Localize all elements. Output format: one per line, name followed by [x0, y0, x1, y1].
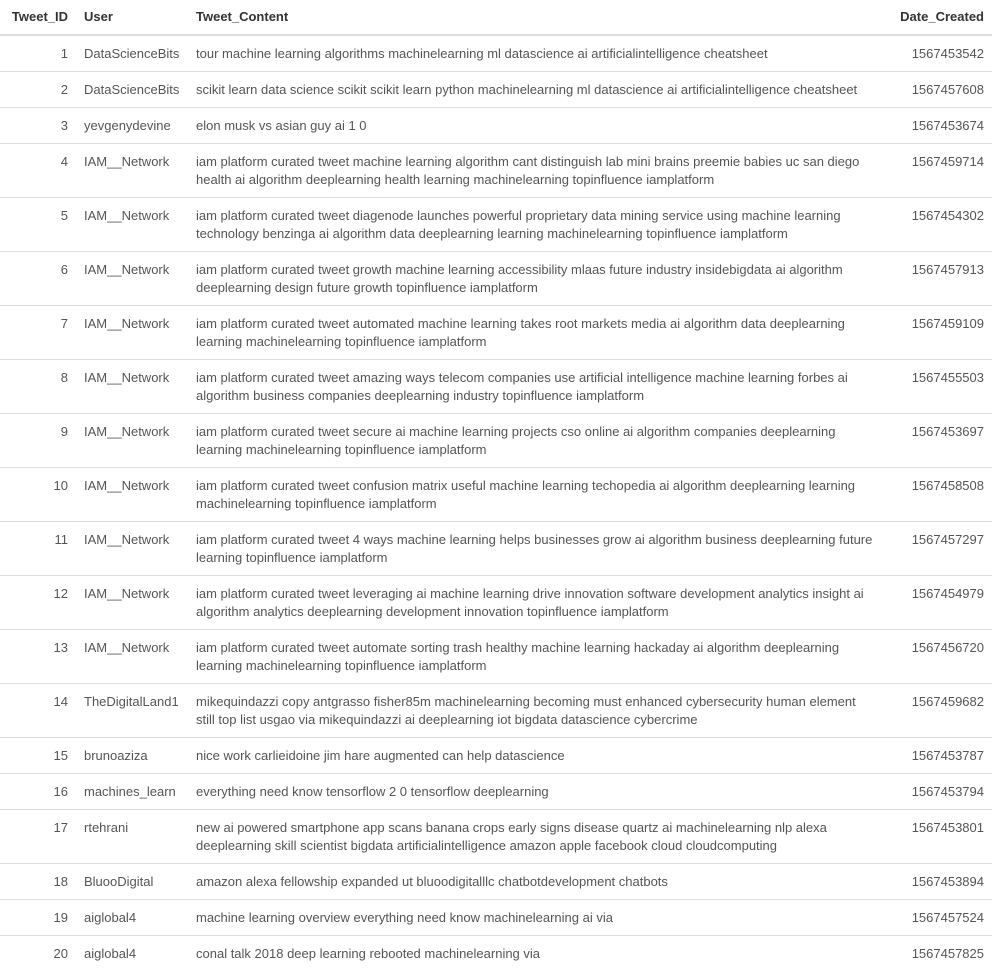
cell-tweet-id: 1	[0, 35, 76, 72]
cell-tweet-id: 18	[0, 864, 76, 900]
cell-user: IAM__Network	[76, 468, 188, 522]
cell-user: IAM__Network	[76, 198, 188, 252]
cell-tweet-id: 11	[0, 522, 76, 576]
table-row	[0, 738, 992, 774]
table-row	[0, 774, 992, 810]
table-row	[0, 144, 992, 198]
cell-date-created: 1567453697	[884, 414, 992, 468]
cell-date-created: 1567457913	[884, 252, 992, 306]
cell-date-created: 1567453794	[884, 774, 992, 810]
cell-date-created: 1567453542	[884, 35, 992, 72]
cell-tweet-content: tour machine learning algorithms machinelearning ml datascience ai artificialintelligence cheatsheet	[188, 35, 884, 72]
header-date-created[interactable]: Date_Created	[884, 0, 992, 35]
cell-tweet-content: iam platform curated tweet diagenode launches powerful proprietary data mining service using machine learning technology benzinga ai algorithm data deeplearning learning machinelearning topinfluence iamplatform	[188, 198, 884, 252]
cell-date-created: 1567456720	[884, 630, 992, 684]
cell-tweet-content: scikit learn data science scikit scikit learn python machinelearning ml datascience ai artificialintelligence cheatsheet	[188, 72, 884, 108]
cell-date-created: 1567455503	[884, 360, 992, 414]
table-row	[0, 72, 992, 108]
cell-date-created: 1567454302	[884, 198, 992, 252]
cell-user: IAM__Network	[76, 306, 188, 360]
cell-tweet-content: new ai powered smartphone app scans banana crops early signs disease quartz ai machinelearning nlp alexa deeplearning skill scientist bigdata artificialintelligence amazon apple facebook cloud cloudcomputing	[188, 810, 884, 864]
cell-tweet-id: 16	[0, 774, 76, 810]
cell-user: yevgenydevine	[76, 108, 188, 144]
header-tweet-id[interactable]: Tweet_ID	[0, 0, 76, 35]
cell-tweet-id: 9	[0, 414, 76, 468]
table-row	[0, 810, 992, 864]
cell-tweet-content: conal talk 2018 deep learning rebooted machinelearning via	[188, 936, 884, 971]
cell-tweet-id: 17	[0, 810, 76, 864]
cell-date-created: 1567459109	[884, 306, 992, 360]
cell-date-created: 1567453674	[884, 108, 992, 144]
cell-date-created: 1567453894	[884, 864, 992, 900]
cell-user: aiglobal4	[76, 936, 188, 971]
cell-tweet-content: iam platform curated tweet confusion matrix useful machine learning techopedia ai algorithm deeplearning learning machinelearning topinfluence iamplatform	[188, 468, 884, 522]
table-row	[0, 522, 992, 576]
cell-tweet-content: iam platform curated tweet growth machine learning accessibility mlaas future industry insidebigdata ai algorithm deeplearning design future growth topinfluence iamplatform	[188, 252, 884, 306]
cell-user: BluooDigital	[76, 864, 188, 900]
table-row	[0, 684, 992, 738]
cell-user: DataScienceBits	[76, 35, 188, 72]
cell-tweet-id: 14	[0, 684, 76, 738]
cell-user: IAM__Network	[76, 630, 188, 684]
table-row	[0, 468, 992, 522]
table-row	[0, 864, 992, 900]
cell-date-created: 1567457825	[884, 936, 992, 971]
cell-tweet-content: iam platform curated tweet automated machine learning takes root markets media ai algorithm data deeplearning learning machinelearning topinfluence iamplatform	[188, 306, 884, 360]
cell-user: brunoaziza	[76, 738, 188, 774]
table-row	[0, 900, 992, 936]
cell-date-created: 1567459682	[884, 684, 992, 738]
cell-date-created: 1567457524	[884, 900, 992, 936]
table-row	[0, 35, 992, 72]
cell-tweet-content: iam platform curated tweet automate sorting trash healthy machine learning hackaday ai algorithm deeplearning learning machinelearning topinfluence iamplatform	[188, 630, 884, 684]
header-user[interactable]: User	[76, 0, 188, 35]
cell-tweet-content: iam platform curated tweet 4 ways machine learning helps businesses grow ai algorithm business deeplearning future learning topinfluence iamplatform	[188, 522, 884, 576]
cell-tweet-content: iam platform curated tweet amazing ways telecom companies use artificial intelligence machine learning forbes ai algorithm business companies deeplearning industry topinfluence iamplatform	[188, 360, 884, 414]
cell-user: TheDigitalLand1	[76, 684, 188, 738]
table-header	[0, 0, 992, 35]
cell-date-created: 1567459714	[884, 144, 992, 198]
table-row	[0, 252, 992, 306]
cell-tweet-id: 7	[0, 306, 76, 360]
cell-tweet-id: 8	[0, 360, 76, 414]
cell-tweet-id: 15	[0, 738, 76, 774]
table-row	[0, 198, 992, 252]
cell-tweet-id: 5	[0, 198, 76, 252]
cell-tweet-content: nice work carlieidoine jim hare augmented can help datascience	[188, 738, 884, 774]
table-row	[0, 630, 992, 684]
cell-tweet-id: 4	[0, 144, 76, 198]
cell-tweet-content: iam platform curated tweet leveraging ai machine learning drive innovation software development analytics insight ai algorithm analytics deeplearning development innovation topinfluence iamplatform	[188, 576, 884, 630]
cell-user: IAM__Network	[76, 414, 188, 468]
cell-tweet-id: 13	[0, 630, 76, 684]
cell-tweet-id: 10	[0, 468, 76, 522]
header-tweet-content[interactable]: Tweet_Content	[188, 0, 884, 35]
table-row	[0, 936, 992, 971]
cell-tweet-content: iam platform curated tweet machine learning algorithm cant distinguish lab mini brains preemie babies uc san diego health ai algorithm deeplearning health learning machinelearning topinfluence iamplatform	[188, 144, 884, 198]
table-row	[0, 576, 992, 630]
cell-tweet-content: amazon alexa fellowship expanded ut bluoodigitalllc chatbotdevelopment chatbots	[188, 864, 884, 900]
table-row	[0, 360, 992, 414]
cell-user: IAM__Network	[76, 576, 188, 630]
table-row	[0, 306, 992, 360]
cell-date-created: 1567457297	[884, 522, 992, 576]
cell-user: aiglobal4	[76, 900, 188, 936]
cell-date-created: 1567454979	[884, 576, 992, 630]
cell-user: IAM__Network	[76, 360, 188, 414]
table-body	[0, 35, 992, 971]
cell-user: rtehrani	[76, 810, 188, 864]
cell-tweet-content: elon musk vs asian guy ai 1 0	[188, 108, 884, 144]
cell-tweet-id: 6	[0, 252, 76, 306]
cell-date-created: 1567457608	[884, 72, 992, 108]
cell-tweet-content: iam platform curated tweet secure ai machine learning projects cso online ai algorithm companies deeplearning learning machinelearning topinfluence iamplatform	[188, 414, 884, 468]
header-row	[0, 0, 992, 35]
cell-tweet-id: 3	[0, 108, 76, 144]
cell-tweet-id: 2	[0, 72, 76, 108]
cell-user: IAM__Network	[76, 252, 188, 306]
cell-user: IAM__Network	[76, 522, 188, 576]
table-row	[0, 414, 992, 468]
cell-date-created: 1567453787	[884, 738, 992, 774]
cell-date-created: 1567453801	[884, 810, 992, 864]
cell-tweet-id: 20	[0, 936, 76, 971]
table-row	[0, 108, 992, 144]
cell-date-created: 1567458508	[884, 468, 992, 522]
cell-tweet-content: everything need know tensorflow 2 0 tensorflow deeplearning	[188, 774, 884, 810]
cell-tweet-id: 12	[0, 576, 76, 630]
cell-user: IAM__Network	[76, 144, 188, 198]
cell-tweet-id: 19	[0, 900, 76, 936]
cell-user: DataScienceBits	[76, 72, 188, 108]
cell-user: machines_learn	[76, 774, 188, 810]
cell-tweet-content: mikequindazzi copy antgrasso fisher85m machinelearning becoming must enhanced cybersecurity human element still top list usgao via mikequindazzi ai deeplearning iot bigdata datascience cybercrime	[188, 684, 884, 738]
cell-tweet-content: machine learning overview everything need know machinelearning ai via	[188, 900, 884, 936]
